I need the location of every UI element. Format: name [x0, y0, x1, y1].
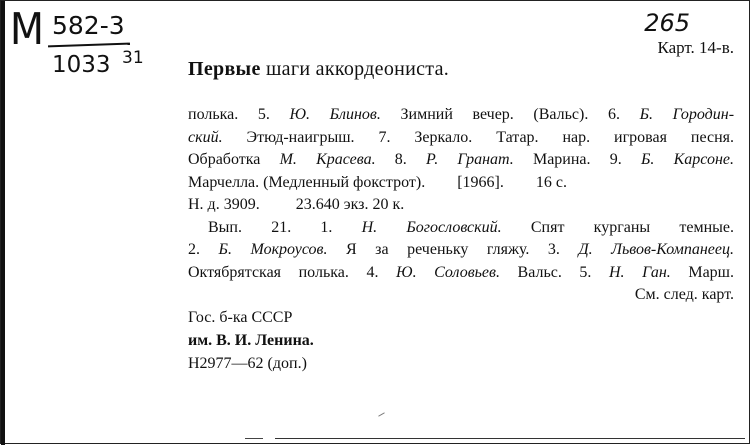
title-rest: шаги аккордеониста. [260, 58, 450, 80]
handwritten-letter: М [9, 4, 44, 55]
scan-bottom-line [275, 438, 745, 439]
card-title [188, 58, 449, 81]
card-body [188, 104, 734, 307]
body-line-6: Вып. 21. 1. Н. Богословский. Спят курганы темные. [208, 218, 735, 236]
handwritten-superscript: 31 [122, 48, 144, 68]
body-line-1: полька. 5. Ю. Блинов. Зимний вечер. (Вальс). 6. Б. Городин- [188, 106, 735, 123]
body-line-see-next: См. след. карт. [634, 286, 734, 303]
library-dedication: им. В. И. Ленина. [188, 332, 314, 349]
library-stamp [188, 306, 314, 375]
body-line-8: Октябрятская полька. 4. Ю. Соловьев. Вальс. 5. Н. Ган. Марш. [188, 263, 735, 281]
handwritten-shelf-number: 1033 [52, 52, 111, 78]
body-line-4: Марчелла. (Медленный фокстрот). [1966]. 16 с. [188, 173, 567, 191]
library-name: Гос. б-ка СССР [188, 309, 293, 326]
library-record-number: Н2977—62 (доп.) [188, 355, 307, 372]
body-line-5: Н. д. 3909. 23.640 экз. 20 к. [188, 196, 405, 213]
body-line-7: 2. Б. Мокроусов. Я за реченьку гляжу. 3. Д. Львов-Компанеец. [188, 241, 735, 258]
body-line-3: Обработка М. Красева. 8. Р. Гранат. Марина. 9. Б. Карсоне. [188, 151, 734, 168]
title-bold-word: Первые [188, 58, 261, 80]
scan-mark [245, 438, 263, 439]
card-catalog-id: Карт. 14-в. [657, 38, 734, 57]
body-line-2: ский. Этюд-наигрыш. 7. Зеркало. Татар. нар. игровая песня. [188, 128, 734, 146]
handwritten-shelf-code: 582-3 [52, 11, 125, 40]
handwritten-card-number: 265 [644, 9, 690, 37]
